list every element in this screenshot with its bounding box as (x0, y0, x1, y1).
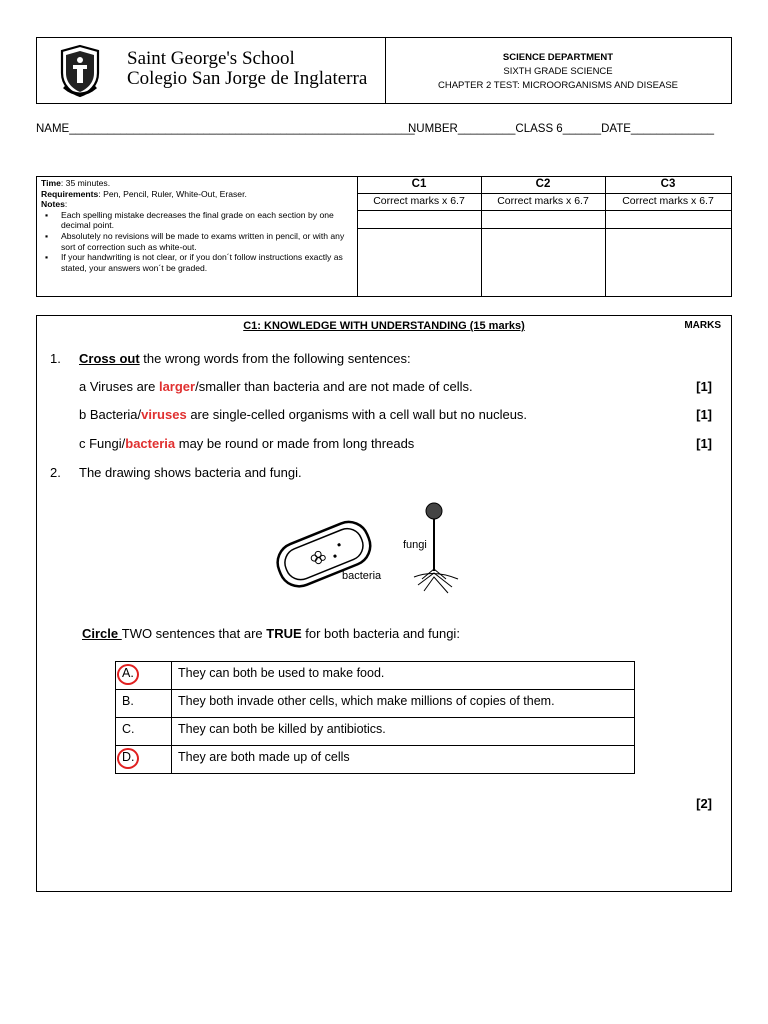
instructions-text: Time: 35 minutes. Requirements: Pen, Pencil, Ruler, White-Out, Eraser. Notes: ▪ Each spelling mistake decreases the final grade on each section by one decimal point. ▪ Absolutely no revisions will be made to exams written in pencil, or with any sort of correction such as white-out. ▪ If your handwriting is not clear, or if you don´t follow instructions exactly as stated, your answers won´t be graded. (41, 178, 355, 273)
c3-formula: Correct marks x 6.7 (622, 195, 714, 207)
note-item: ▪ Each spelling mistake decreases the final grade on each section by one decimal point. (41, 210, 355, 231)
c1-formula: Correct marks x 6.7 (373, 195, 465, 207)
q1-sentence-b: b Bacteria/viruses are single-celled organisms with a cell wall but no nucleus. (79, 407, 528, 422)
option-text: They are both made up of cells (172, 746, 635, 774)
q2-text: The drawing shows bacteria and fungi. (79, 465, 302, 480)
note-item: ▪ If your handwriting is not clear, or if you don´t follow instructions exactly as stated, your answers won´t be graded. (41, 252, 355, 273)
q1a-marks: [1] (696, 379, 712, 394)
table-row[interactable]: D. They are both made up of cells (116, 746, 635, 774)
department-label: SCIENCE DEPARTMENT (502, 52, 614, 63)
option-text: They both invade other cells, which make millions of copies of them. (172, 690, 635, 718)
name-field[interactable]: NAME______________________________________________________ (36, 123, 415, 135)
answer-circle-mark (117, 664, 139, 685)
number-class-date-field[interactable]: NUMBER_________CLASS 6______DATE_____________ (408, 123, 715, 135)
marks-header: MARKS (684, 320, 721, 331)
bacteria-label: bacteria (342, 570, 382, 582)
fungi-label: fungi (403, 539, 427, 551)
q2-instruction: Circle TWO sentences that are TRUE for both bacteria and fungi: (82, 626, 460, 641)
question-number: 2. (50, 465, 61, 480)
school-crest-icon (57, 43, 103, 99)
section-title: C1: KNOWLEDGE WITH UNDERSTANDING (15 marks) (243, 320, 525, 332)
school-name-spanish: Colegio San Jorge de Inglaterra (127, 68, 368, 89)
q1-sentence-c: c Fungi/bacteria may be round or made from long threads (79, 436, 415, 451)
answer-circle-mark (117, 748, 139, 769)
question-number: 1. (50, 351, 61, 366)
q1c-marks: [1] (696, 436, 712, 451)
c2-header: C2 (535, 178, 551, 190)
table-row[interactable]: A. They can both be used to make food. (116, 662, 635, 690)
c3-header: C3 (660, 178, 676, 190)
c2-formula: Correct marks x 6.7 (497, 195, 589, 207)
school-name-english: Saint George's School (127, 48, 295, 69)
answer-options-table (115, 661, 635, 774)
note-item: ▪ Absolutely no revisions will be made to exams written in pencil, or with any sort of correction such as white-out. (41, 231, 355, 252)
table-row[interactable]: C. They can both be killed by antibiotics. (116, 718, 635, 746)
q1-instruction: Cross out the wrong words from the following sentences: (79, 351, 411, 366)
school-header (36, 37, 732, 104)
option-text: They can both be used to make food. (172, 662, 635, 690)
course-label: SIXTH GRADE SCIENCE (503, 66, 613, 77)
instructions-table (36, 176, 732, 297)
section-c1 (36, 315, 732, 892)
q2-marks: [2] (696, 796, 712, 811)
c1-header: C1 (411, 178, 427, 190)
q1b-marks: [1] (696, 407, 712, 422)
option-text: They can both be killed by antibiotics. (172, 718, 635, 746)
bacteria-fungi-drawing (272, 501, 482, 601)
table-row[interactable]: B. They both invade other cells, which make millions of copies of them. (116, 690, 635, 718)
test-title: CHAPTER 2 TEST: MICROORGANISMS AND DISEASE (437, 80, 678, 91)
q1-sentence-a: a Viruses are larger/smaller than bacteria and are not made of cells. (79, 379, 473, 394)
